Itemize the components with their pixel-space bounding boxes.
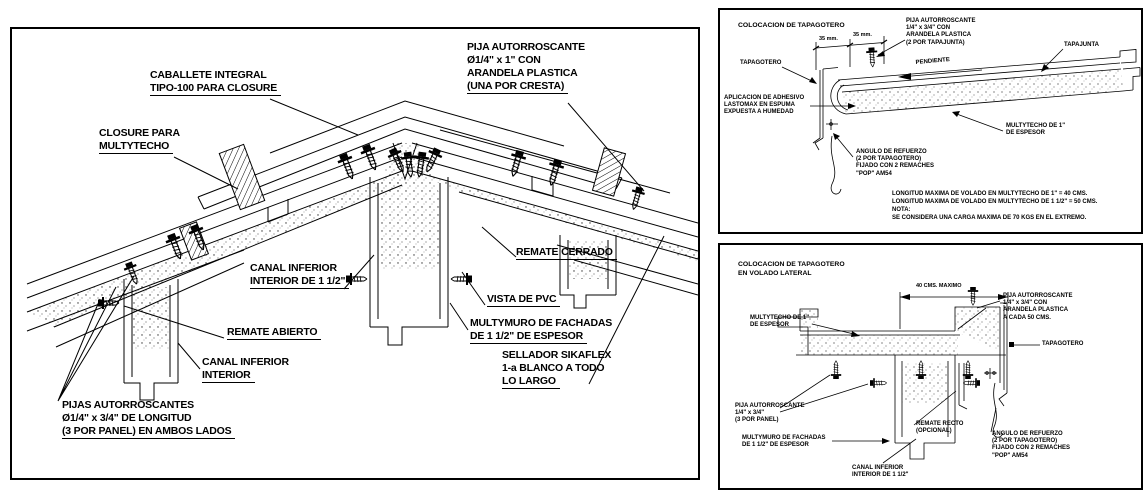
label-line: TAPAJUNTA	[1064, 42, 1099, 48]
label-closure	[99, 127, 180, 154]
label-multytecho	[1006, 123, 1065, 137]
bolt-icon	[963, 378, 980, 388]
label-line: 1/4" x 3/4" CON	[906, 25, 951, 32]
label-line: "POP" AM54	[856, 170, 892, 177]
label-line: INTERIOR DE 1 1/2"	[250, 275, 349, 289]
label-tapajunta	[1064, 42, 1099, 49]
panel-volado-lateral	[718, 243, 1143, 490]
label-multymuro	[470, 317, 612, 344]
label-line: (UNA POR CRESTA)	[467, 80, 568, 94]
tapagotero-linework	[782, 36, 1140, 194]
panel-title	[738, 261, 845, 278]
pendiente-line	[900, 70, 982, 77]
dim-arrow-left	[900, 294, 910, 300]
label-line: FIJADO CON 2 REMACHES	[856, 163, 935, 170]
tapajunta-end	[1120, 50, 1140, 92]
label-line: A CADA 50 CMS.	[1003, 314, 1051, 321]
label-line: (2 POR TAPAJUNTA)	[906, 39, 965, 46]
label-pija-tapajunta	[906, 18, 975, 47]
label-line: REMATE CERRADO	[516, 246, 617, 260]
volado-lateral-drawing	[720, 245, 1141, 488]
label-line: (3 POR PANEL) EN AMBOS LADOS	[62, 425, 235, 439]
left-slope-fill	[27, 171, 402, 327]
note-line: NOTA:	[892, 207, 911, 213]
label-line: (OPCIONAL)	[916, 428, 952, 435]
label-line: ARANDELA PLASTICA	[467, 67, 578, 79]
label-line: CANAL INFERIOR	[250, 262, 337, 274]
arrowhead	[809, 77, 817, 84]
label-pija-cada	[1003, 293, 1072, 322]
label-line: EN VOLADO LATERAL	[738, 269, 812, 277]
label-line: SELLADOR SIKAFLEX	[502, 349, 612, 361]
panel-fill	[842, 69, 1123, 114]
label-line: APLICACION DE ADHESIVO	[724, 95, 805, 101]
dim-label-right: 35 mm.	[853, 32, 872, 38]
label-line: PIJA AUTORROSCANTE	[906, 18, 976, 24]
label-line: Ø1/4" x 1" CON	[467, 54, 541, 66]
label-pija-panel	[735, 403, 804, 425]
label-line: 1-a BLANCO A TODO	[502, 362, 605, 374]
label-line: CANAL INFERIOR	[202, 356, 289, 368]
label-angulo-refuerzo	[992, 431, 1070, 460]
label-line: 1/4" x 3/4" CON	[1003, 300, 1048, 307]
screw-icon	[831, 361, 841, 379]
label-vista-pvc	[487, 293, 560, 307]
arrowhead	[1041, 64, 1049, 72]
label-line: TAPAGOTERO	[1042, 341, 1084, 347]
label-line: Ø1/4" x 3/4" DE LONGITUD	[62, 412, 192, 424]
label-line: FIJADO CON 2 REMACHES	[992, 445, 1071, 452]
label-line: TAPAGOTERO	[740, 60, 782, 66]
label-line: (3 POR PANEL)	[735, 417, 779, 424]
label-line: (2 POR TAPAGOTERO)	[992, 438, 1058, 445]
label-remate-recto	[916, 421, 963, 435]
label-sellador	[502, 349, 611, 389]
label-line: INTERIOR	[202, 369, 255, 383]
label-canal-inferior	[852, 465, 909, 479]
arrowhead	[952, 111, 960, 117]
label-line: DE ESPESOR	[750, 322, 790, 329]
label-multytecho	[750, 315, 809, 329]
dim-label: 40 CMS. MAXIMO	[916, 283, 962, 289]
panel-ridge-detail	[10, 27, 700, 480]
note-line: LONGITUD MAXIMA DE VOLADO EN MULTYTECHO DE 1 1/2" = 50 CMS.	[892, 199, 1098, 205]
label-line: ANGULO DE REFUERZO	[856, 149, 927, 155]
label-canal-inferior-112	[250, 262, 349, 289]
bolt-icon	[451, 273, 472, 285]
arrowhead	[851, 331, 860, 337]
tapagotero-flashing	[813, 68, 838, 151]
label-line: CABALLETE INTEGRAL	[150, 69, 267, 81]
label-line: TIPO-100 PARA CLOSURE	[150, 82, 281, 96]
hook-piece	[831, 136, 841, 194]
screw-icon	[866, 47, 878, 67]
pendiente-arrow	[898, 73, 911, 80]
label-pija-cresta	[467, 41, 585, 94]
label-line: MULTYTECHO DE 1"	[750, 315, 810, 321]
channel-fill	[902, 363, 948, 403]
label-line: MULTYMURO DE FACHADAS	[470, 317, 613, 329]
label-line: MULTYTECHO DE 1"	[1006, 123, 1066, 129]
label-line: ARANDELA PLASTICA	[906, 32, 972, 39]
label-remate-abierto	[227, 326, 321, 340]
label-remate-cerrado	[516, 246, 617, 260]
note-line: LONGITUD MAXIMA DE VOLADO EN MULTYTECHO DE 1" = 40 CMS.	[892, 191, 1088, 197]
label-line: REMATE ABIERTO	[227, 326, 321, 340]
label-line: MULTYMURO DE FACHADAS	[742, 435, 826, 441]
label-line: DE 1 1/2" DE ESPESOR	[470, 330, 587, 344]
hook-piece	[993, 383, 1003, 437]
label-tapagotero	[740, 60, 781, 67]
label-line: EXPUESTA A HUMEDAD	[724, 109, 794, 116]
panel-title	[738, 22, 845, 31]
left-channel-fill	[132, 287, 170, 349]
label-tapagotero	[1042, 341, 1083, 348]
notes-block	[892, 190, 1097, 222]
label-multymuro	[742, 435, 826, 449]
label-angulo-refuerzo	[856, 149, 934, 178]
closure-block-right	[592, 148, 625, 196]
bolt-icon	[870, 378, 887, 388]
label-line: LO LARGO	[502, 375, 560, 389]
label-line: DE ESPESOR	[1006, 130, 1046, 137]
label-line: VISTA DE PVC	[487, 293, 560, 307]
arrowhead	[833, 133, 840, 140]
label-line: "POP" AM54	[992, 452, 1028, 459]
label-adhesivo	[724, 95, 804, 117]
remate-recto-strip	[959, 363, 967, 409]
label-line: INTERIOR DE 1 1/2"	[852, 472, 909, 479]
slab-fill	[800, 335, 958, 355]
label-line: PENDIENTE	[915, 57, 951, 67]
label-line: PIJA AUTORROSCANTE	[1003, 293, 1073, 299]
label-line: CANAL INFERIOR	[852, 465, 904, 471]
label-line: PIJA AUTORROSCANTE	[735, 403, 805, 409]
label-line: COLOCACION DE TAPAGOTERO	[738, 22, 845, 29]
label-line: DE 1 1/2" DE ESPESOR	[742, 442, 809, 449]
arrowhead	[882, 438, 890, 444]
label-line: ANGULO DE REFUERZO	[992, 431, 1063, 437]
arrowhead-square	[1009, 342, 1014, 347]
panel-tapagotero	[718, 8, 1143, 234]
label-line: 1/4" x 3/4"	[735, 410, 765, 417]
label-line: CLOSURE PARA	[99, 127, 180, 139]
label-line: MULTYTECHO	[99, 140, 173, 154]
note-line: SE CONSIDERA UNA CARGA MAXIMA DE 70 KGS EN EL EXTREMO.	[892, 215, 1087, 221]
label-caballete	[150, 69, 281, 96]
label-line: PIJAS AUTORROSCANTES	[62, 399, 194, 411]
label-pijas-ambos-lados	[62, 399, 235, 439]
label-line: LASTOMAX EN ESPUMA	[724, 102, 795, 109]
label-canal-inferior-interior	[202, 356, 289, 383]
label-line: ARANDELA PLASTICA	[1003, 307, 1069, 314]
dim-label-left: 35 mm.	[819, 36, 838, 42]
screw-icon	[968, 287, 978, 305]
label-line: COLOCACION DE TAPAGOTERO	[738, 261, 845, 268]
label-line: (2 POR TAPAGOTERO)	[856, 156, 922, 163]
label-line: PIJA AUTORROSCANTE	[467, 41, 585, 53]
label-line: REMATE RECTO	[916, 421, 964, 427]
